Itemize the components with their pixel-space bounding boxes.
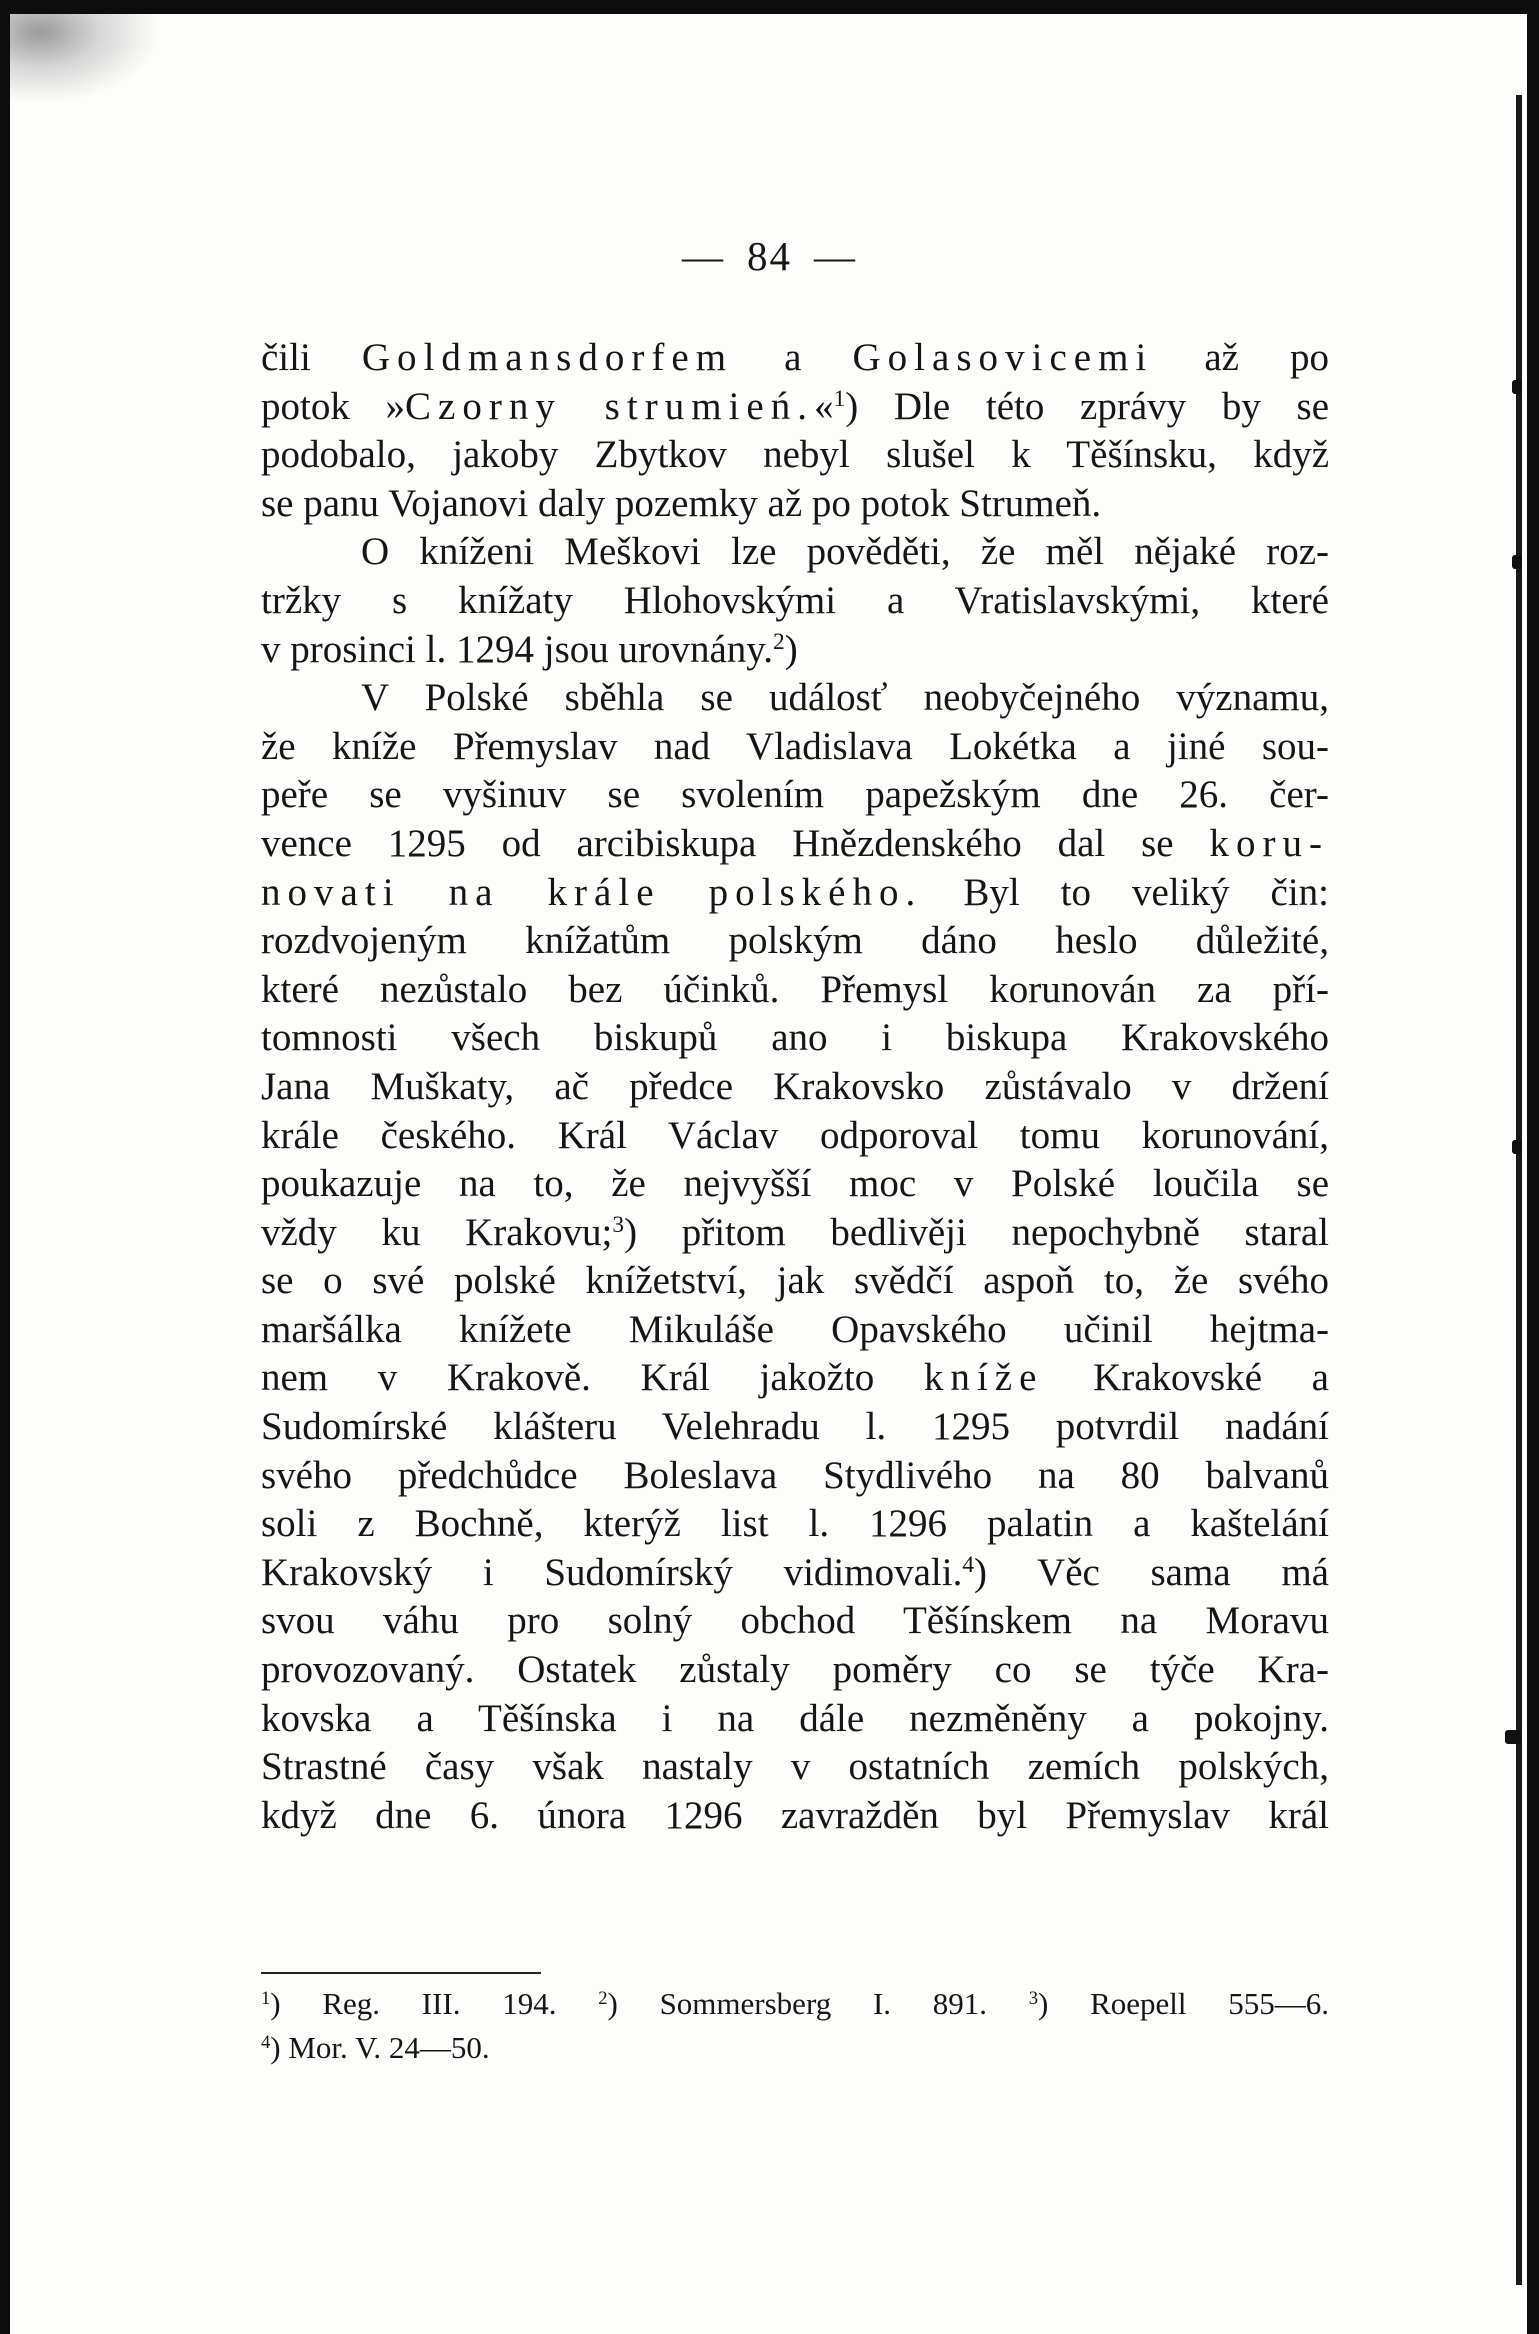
text-line: V Polské sběhla se událosť neobyčejného významu,: [361, 676, 1329, 720]
binding-mark: [1512, 555, 1522, 569]
text-line: tomnosti všech biskupů ano i biskupa Krakovského: [261, 1016, 1329, 1060]
text-line: svého předchůdce Boleslava Stydlivého na 80 balvanů: [261, 1453, 1329, 1497]
text-line: krále českého. Král Václav odporoval tomu korunování,: [261, 1113, 1329, 1157]
text-line: potok »Czorny strumień.«$^1$) Dle této zprávy by se: [261, 384, 1329, 428]
footnote-ref: 2: [773, 628, 785, 655]
text-line: kovska a Těšínska i na dále nezměněny a pokojny.: [261, 1696, 1329, 1740]
footnote-line: $^1$) Reg. III. 194. $^2$) Sommersberg I. 891. $^3$) Roepell 555—6.: [261, 1986, 1329, 2021]
binding-rule: [1516, 95, 1522, 2285]
scan-border-right: [1527, 0, 1539, 2334]
text-line: vždy ku Krakovu;$^3$) přitom bedlivěji nepochybně staral: [261, 1210, 1329, 1254]
page-dash-left: —: [682, 233, 725, 279]
binding-mark: [1512, 380, 1522, 394]
text-line: se o své polské knížetství, jak svědčí aspoň to, že svého: [261, 1259, 1329, 1303]
text-line: provozovaný. Ostatek zůstaly poměry co se týče Kra-: [261, 1648, 1329, 1692]
body-text: [261, 334, 1329, 1840]
text-line: Krakovský i Sudomírský vidimovali.$^4$) Věc sama má: [261, 1550, 1329, 1594]
text-line: svou váhu pro solný obchod Těšínskem na Moravu: [261, 1599, 1329, 1643]
text-line: maršálka knížete Mikuláše Opavského učinil hejtma-: [261, 1307, 1329, 1351]
text-line: tržky s knížaty Hlohovskými a Vratislavskými, které: [261, 578, 1329, 622]
text-line: nem v Krakově. Král jakožto kníže Krakovské a: [261, 1356, 1329, 1400]
page-number-value: 84: [747, 233, 792, 279]
text-line: v prosinci l. 1294 jsou urovnány.$^2$): [261, 627, 798, 671]
text-line: že kníže Přemyslav nad Vladislava Lokétka a jiné sou-: [261, 724, 1329, 768]
text-line: soli z Bochně, kterýž list l. 1296 palatin a kaštelání: [261, 1502, 1329, 1546]
scan-border-left: [0, 0, 10, 2334]
text-line: Strastné časy však nastaly v ostatních zemích polských,: [261, 1745, 1329, 1789]
text-line: Sudomírské klášteru Velehradu l. 1295 potvrdil nadání: [261, 1405, 1329, 1449]
text-line: novati na krále polského. Byl to veliký čin:: [261, 870, 1329, 914]
text-line: poukazuje na to, že nejvyšší moc v Polské loučila se: [261, 1162, 1329, 1206]
text-line: peře se vyšinuv se svolením papežským dne 26. čer-: [261, 773, 1329, 817]
text-line: když dne 6. února 1296 zavražděn byl Přemyslav král: [261, 1793, 1329, 1837]
footnote-ref: 4: [962, 1551, 975, 1578]
scan-border-top: [0, 0, 1539, 14]
text-line: O kníženi Meškovi lze pověděti, že měl nějaké roz-: [361, 530, 1329, 574]
text-line: Jana Muškaty, ač předce Krakovsko zůstávalo v držení: [261, 1064, 1329, 1108]
footnote-line: $^4$) Mor. V. 24—50.: [261, 2030, 490, 2065]
footnotes: [261, 1982, 1329, 2070]
footnote-separator: [261, 1972, 541, 1974]
text-line: rozdvojeným knížatům polským dáno heslo důležité,: [261, 919, 1329, 963]
footnote-ref: 1: [833, 385, 846, 412]
text-line: které nezůstalo bez účinků. Přemysl korunován za pří-: [261, 967, 1329, 1011]
binding-mark: [1505, 1730, 1521, 1744]
text-line: podobalo, jakoby Zbytkov nebyl slušel k Těšínsku, když: [261, 433, 1329, 477]
scan-smudge: [10, 14, 160, 104]
page-dash-right: —: [814, 233, 857, 279]
binding-mark: [1512, 1140, 1522, 1154]
page-number: [0, 232, 1539, 280]
text-line: vence 1295 od arcibiskupa Hnězdenského dal se koru-: [261, 821, 1329, 865]
text-line: čili Goldmansdorfem a Golasovicemi až po: [261, 336, 1330, 379]
footnote-ref: 3: [612, 1211, 625, 1238]
text-line: se panu Vojanovi daly pozemky až po potok Strumeň.: [261, 481, 1102, 525]
